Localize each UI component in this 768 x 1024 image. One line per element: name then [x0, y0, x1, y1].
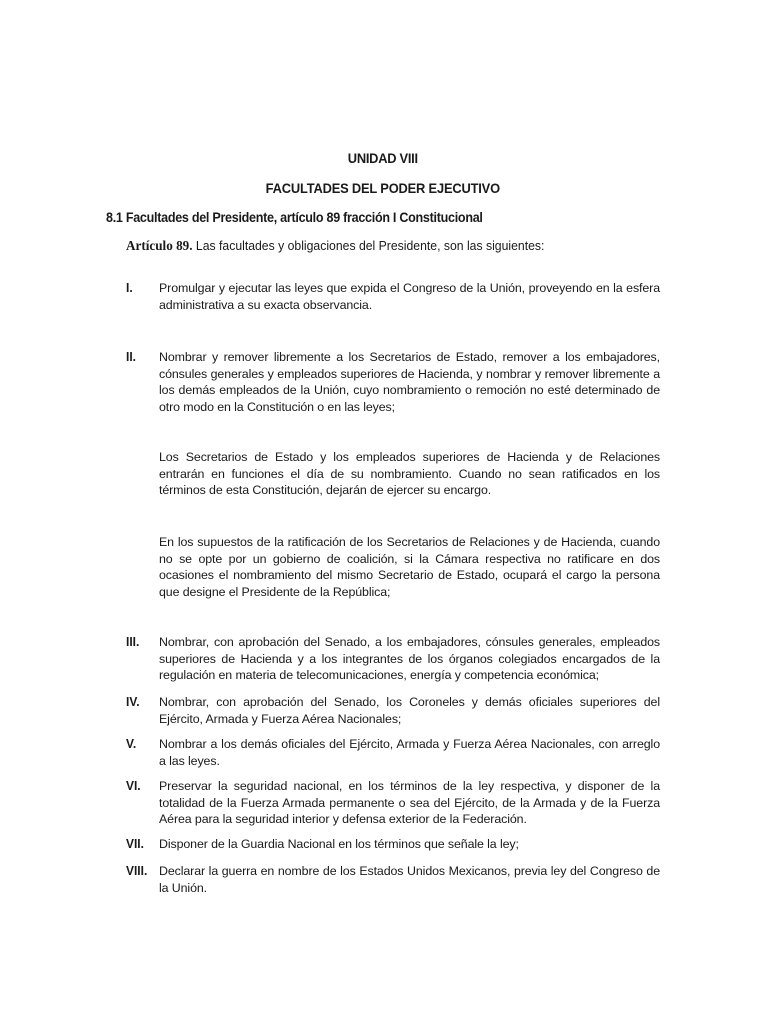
- fraction-text: Nombrar a los demás oficiales del Ejército, Armada y Fuerza Aérea Nacionales, con arreglo a las leyes.: [159, 737, 660, 768]
- fraction-text: Promulgar y ejecutar las leyes que expida el Congreso de la Unión, proveyendo en la esfera administrativa a su exacta observancia.: [159, 281, 660, 312]
- unit-subtitle: FACULTADES DEL PODER EJECUTIVO: [265, 180, 500, 196]
- fraction-numeral: I.: [126, 280, 133, 295]
- fraction-text: Disponer de la Guardia Nacional en los términos que señale la ley;: [159, 837, 519, 851]
- fraction-numeral: IV.: [126, 694, 140, 709]
- fraction-numeral: VIII.: [126, 863, 148, 878]
- fraction-numeral: VII.: [126, 836, 144, 851]
- article-intro-text: Las facultades y obligaciones del Presidente, son las siguientes:: [192, 238, 545, 253]
- article-intro: [126, 238, 544, 255]
- fraction-text: Nombrar, con aprobación del Senado, a los embajadores, cónsules generales, empleados superiores de Hacienda y a los integrantes de los órganos colegiados encargados de la regulación en materia de telecomunicaciones, energía y competencia económica;: [159, 635, 660, 682]
- fraction-text: Declarar la guerra en nombre de los Estados Unidos Mexicanos, previa ley del Congreso de la Unión.: [159, 864, 660, 895]
- fraction-text: Nombrar, con aprobación del Senado, los Coroneles y demás oficiales superiores del Ejército, Armada y Fuerza Aérea Nacionales;: [159, 695, 660, 726]
- fraction-numeral: III.: [126, 634, 140, 649]
- fraction-continuation: Los Secretarios de Estado y los empleados superiores de Hacienda y de Relaciones entrarán en funciones el día de su nombramiento. Cuando no sean ratificados en los términos de esta Constitución, dejarán de ejercer su encargo.: [159, 450, 660, 497]
- unit-title: UNIDAD VIII: [347, 150, 418, 166]
- section-heading: 8.1 Facultades del Presidente, artículo 89 fracción I Constitucional: [106, 210, 483, 225]
- fraction-numeral: II.: [126, 349, 136, 364]
- fraction-continuation: En los supuestos de la ratificación de los Secretarios de Relaciones y de Hacienda, cuando no se opte por un gobierno de coalición, si la Cámara respectiva no ratificare en dos ocasiones el nombramiento del mismo Secretario de Estado, ocupará el cargo la persona que designe el Presidente de la República;: [159, 535, 660, 599]
- fraction-text: Nombrar y remover libremente a los Secretarios de Estado, remover a los embajadores, cónsules generales y empleados superiores de Hacienda, y nombrar y remover libremente a los demás empleados de la Unión, cuyo nombramiento o remoción no esté determinado de otro modo en la Constitución o en las leyes;: [159, 350, 660, 414]
- fraction-numeral: VI.: [126, 778, 141, 793]
- fraction-numeral: V.: [126, 736, 137, 751]
- fraction-text: Preservar la seguridad nacional, en los términos de la ley respectiva, y disponer de la totalidad de la Fuerza Armada permanente o sea del Ejército, de la Armada y de la Fuerza Aérea para la seguridad interior y defensa exterior de la Federación.: [159, 779, 660, 826]
- article-label: Artículo 89.: [126, 239, 193, 254]
